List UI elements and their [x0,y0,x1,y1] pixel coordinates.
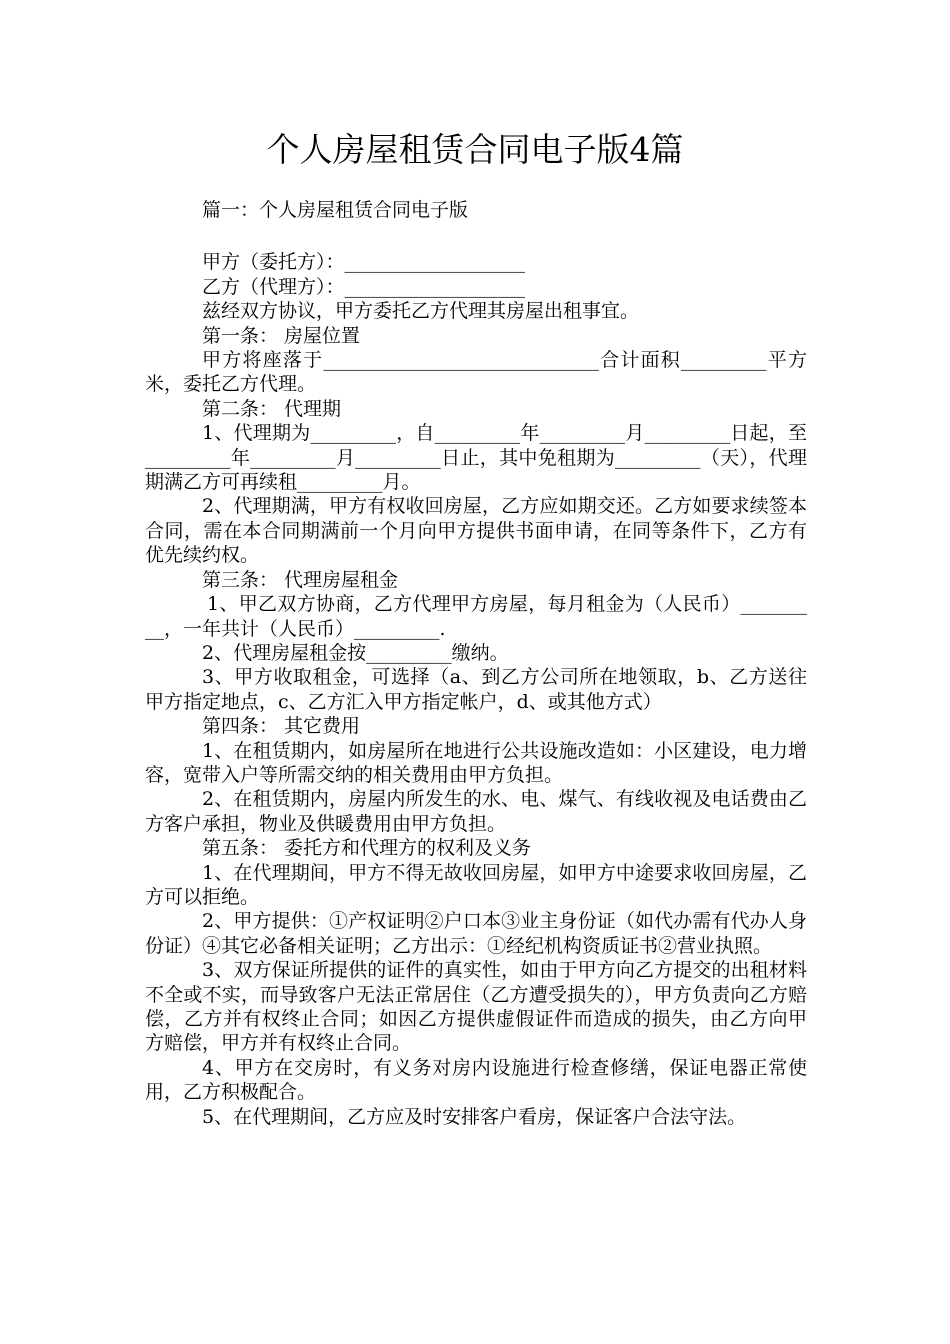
document-title: 个人房屋租赁合同电子版4篇 [266,130,684,169]
section-heading: 篇一：个人房屋租赁合同电子版 [202,199,469,221]
paragraph: 1、在租赁期内，如房屋所在地进行公共设施改造如：小区建设，电力增容，宽带入户等所需交纳的相关费用由甲方负担。 [145,739,807,786]
document-body [145,198,807,1129]
spacer [145,222,807,250]
paragraph: 2、代理房屋租金按_________缴纳。 [202,641,509,664]
article-heading: 第二条： 代理期 [202,397,342,420]
article-heading: 第三条： 代理房屋租金 [202,568,399,591]
paragraph: 2、在租赁期内，房屋内所发生的水、电、煤气、有线收视及电话费由乙方客户承担，物业及供暖费用由甲方负担。 [145,788,807,835]
paragraph: 1、代理期为_________，自_________年_________月_________日起，至_________年_________月_________日止，其中免租期为_________（天），代理期满乙方可再续租_________月。 [145,422,807,494]
party-a-line: 甲方（委托方）：___________________ [202,251,526,274]
party-b-line: 乙方（代理方）：___________________ [202,275,526,298]
article-heading: 第五条： 委托方和代理方的权利及义务 [202,837,532,860]
paragraph: 2、代理期满，甲方有权收回房屋，乙方应如期交还。乙方如要求续签本合同，需在本合同期满前一个月向甲方提供书面申请，在同等条件下，乙方有优先续约权。 [145,495,807,567]
paragraph: 3、双方保证所提供的证件的真实性，如由于甲方向乙方提交的出租材料不全或不实，而导致客户无法正常居住（乙方遭受损失的），甲方负责向乙方赔偿，乙方并有权终止合同；如因乙方提供虚假证件而造成的损失，由乙方向甲方赔偿，甲方并有权终止合同。 [145,959,807,1055]
paragraph: 3、甲方收取租金，可选择（a、到乙方公司所在地领取，b、乙方送往甲方指定地点，c、乙方汇入甲方指定帐户，d、或其他方式） [145,666,807,713]
paragraph: 1、在代理期间，甲方不得无故收回房屋，如甲方中途要求收回房屋，乙方可以拒绝。 [145,861,807,908]
article-heading: 第四条： 其它费用 [202,715,361,738]
paragraph: 2、甲方提供：①产权证明②户口本③业主身份证（如代办需有代办人身份证）④其它必备相关证明；乙方出示：①经纪机构资质证书②营业执照。 [145,910,807,957]
paragraph: 兹经双方协议，甲方委托乙方代理其房屋出租事宜。 [202,300,640,323]
article-heading: 第一条： 房屋位置 [202,324,361,347]
paragraph: 甲方将座落于_____________________________合计面积_________平方米，委托乙方代理。 [145,349,807,396]
paragraph: 5、在代理期间，乙方应及时安排客户看房，保证客户合法守法。 [202,1105,747,1128]
paragraph: 1、甲乙双方协商，乙方代理甲方房屋，每月租金为（人民币）_________，一年共计（人民币）_________. [145,593,807,640]
paragraph: 4、甲方在交房时，有义务对房内设施进行检查修缮，保证电器正常使用，乙方积极配合。 [145,1056,807,1104]
